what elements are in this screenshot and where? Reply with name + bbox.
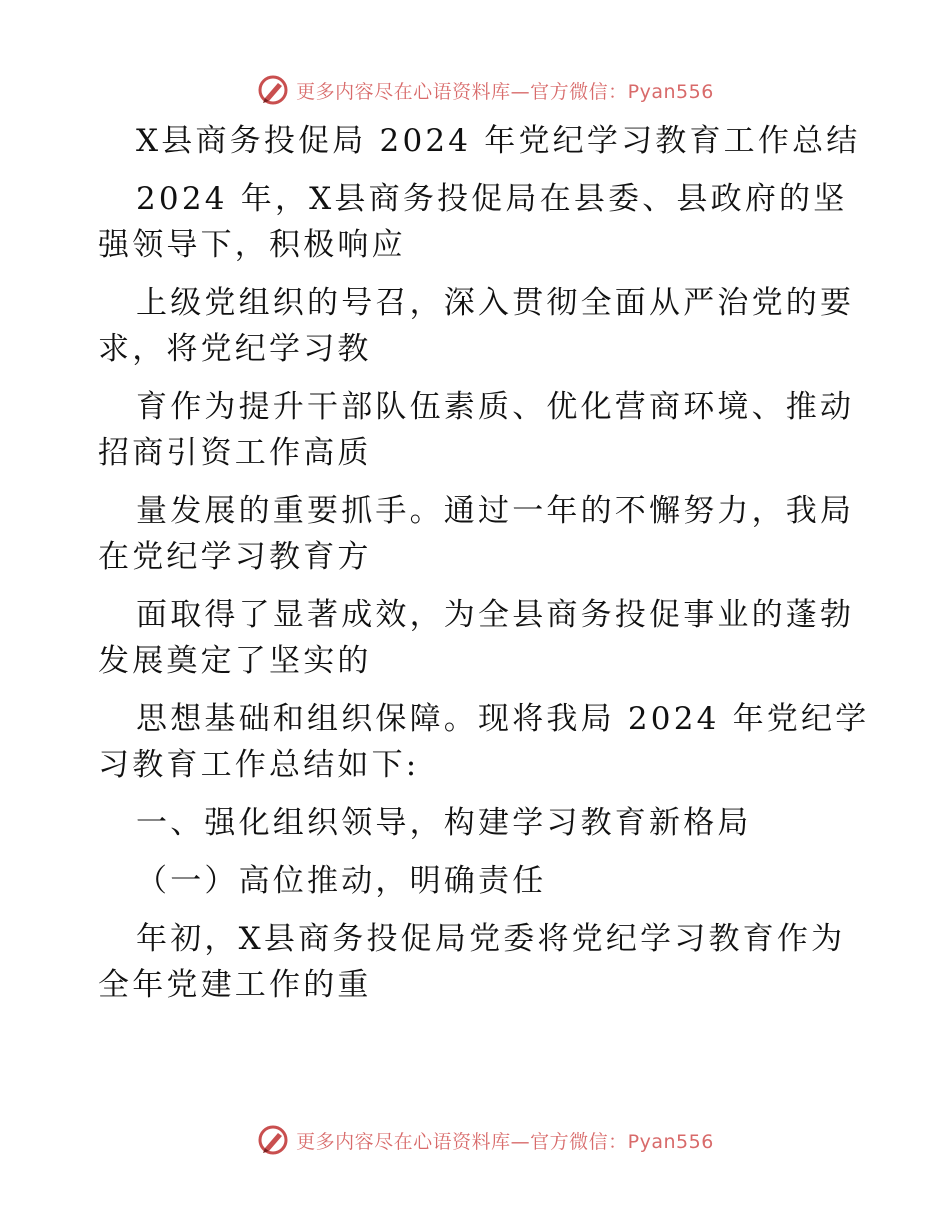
- doc-line: 强领导下，积极响应: [98, 227, 406, 263]
- banner-text: 更多内容尽在心语资料库—官方微信：Pyan556: [296, 80, 714, 103]
- banner-text: 更多内容尽在心语资料库—官方微信：Pyan556: [296, 1130, 714, 1153]
- subsection-heading: （一）高位推动，明确责任: [136, 863, 547, 899]
- doc-line: 全年党建工作的重: [98, 967, 372, 1003]
- pen-circle-logo-icon: [256, 1123, 290, 1157]
- banner-content: [256, 1123, 714, 1157]
- doc-line: 在党纪学习教育方: [98, 539, 372, 575]
- header-watermark-banner: [0, 70, 950, 110]
- doc-title: X县商务投促局 2024 年党纪学习教育工作总结: [136, 123, 861, 159]
- document-body: [98, 118, 870, 1020]
- doc-line: 上级党组织的号召，深入贯彻全面从严治党的要: [136, 285, 855, 321]
- doc-line: 2024 年，X县商务投促局在县委、县政府的坚: [136, 181, 848, 217]
- doc-line: 面取得了显著成效，为全县商务投促事业的蓬勃: [136, 597, 855, 633]
- doc-line: 思想基础和组织保障。现将我局 2024 年党纪学: [136, 701, 870, 737]
- footer-watermark-banner: [0, 1120, 950, 1160]
- doc-line: 年初，X县商务投促局党委将党纪学习教育作为: [136, 921, 846, 957]
- doc-line: 求，将党纪学习教: [98, 331, 372, 367]
- doc-line: 习教育工作总结如下:: [98, 747, 420, 783]
- banner-content: [256, 73, 714, 107]
- section-heading: 一、强化组织领导，构建学习教育新格局: [136, 805, 752, 841]
- doc-line: 发展奠定了坚实的: [98, 643, 372, 679]
- doc-line: 量发展的重要抓手。通过一年的不懈努力，我局: [136, 493, 855, 529]
- doc-line: 育作为提升干部队伍素质、优化营商环境、推动: [136, 389, 855, 425]
- doc-line: 招商引资工作高质: [98, 435, 372, 471]
- pen-circle-logo-icon: [256, 73, 290, 107]
